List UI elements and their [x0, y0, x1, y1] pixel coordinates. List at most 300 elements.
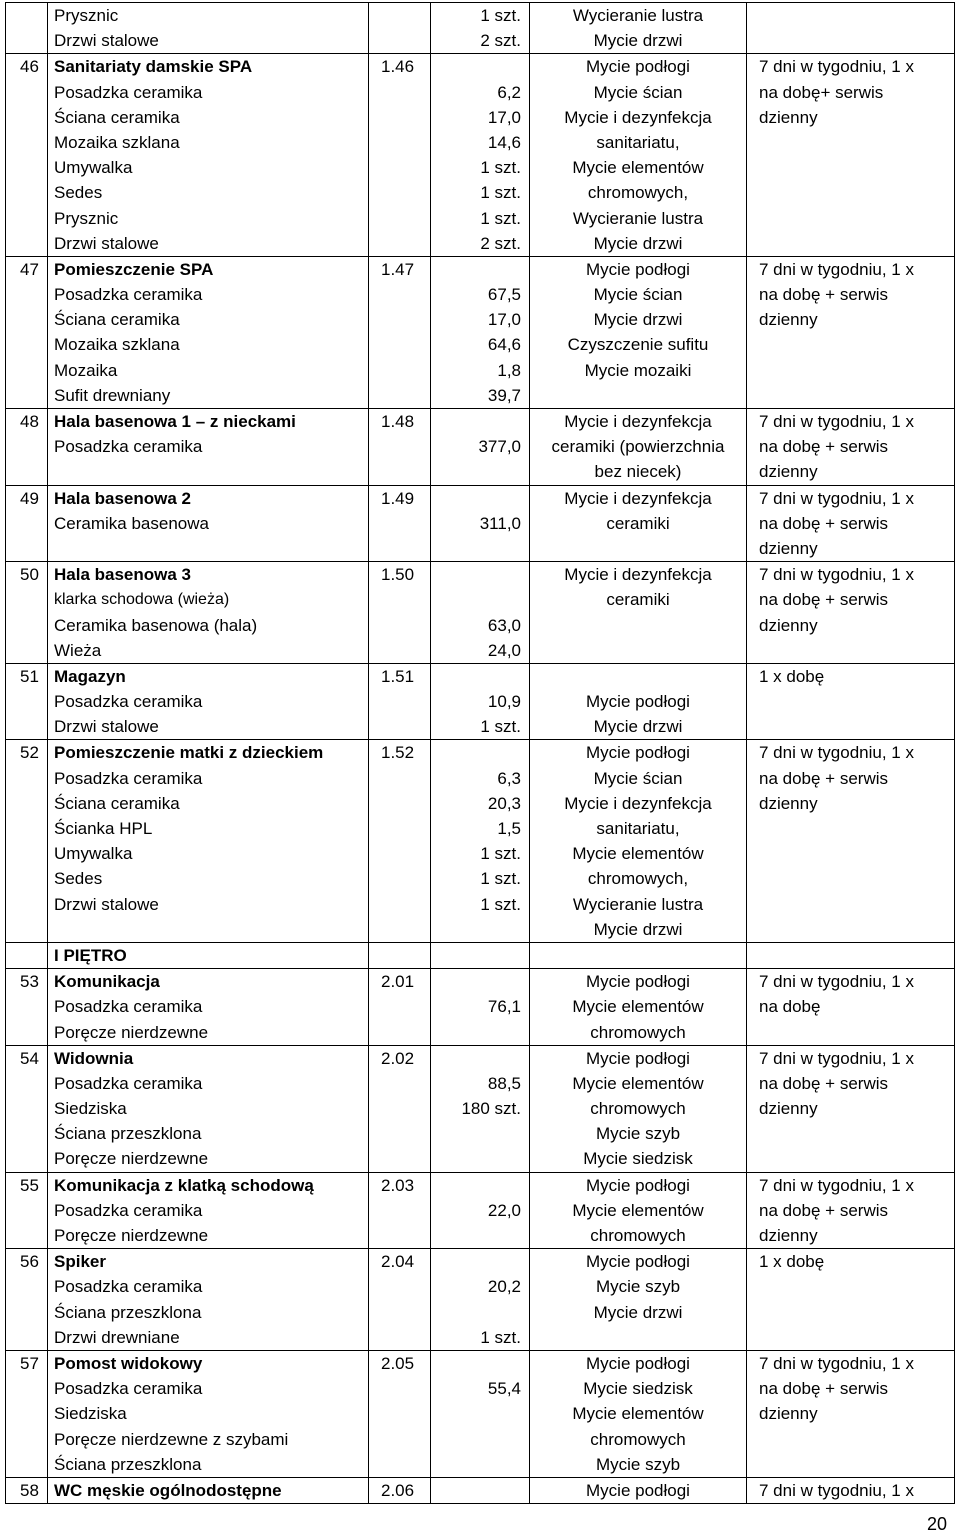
quantity-value [431, 587, 521, 612]
cleaning-action: Czyszczenie sufitu [567, 335, 709, 355]
cleaning-actions-cell [530, 969, 747, 1046]
frequency-line: dzienny [759, 1099, 818, 1119]
row-number-cell [6, 3, 48, 54]
cleaning-action: Wycieranie lustra [572, 208, 704, 228]
quantity-value [431, 969, 521, 994]
cleaning-action: Wycieranie lustra [572, 894, 704, 914]
quantity-value: 6,3 [497, 768, 521, 788]
frequency-line: 7 dni w tygodniu, 1 x [759, 488, 914, 508]
cleaning-actions-cell [530, 663, 747, 740]
cleaning-action: Mycie elementów [572, 158, 704, 178]
room-name: Pomost widokowy [54, 1353, 203, 1373]
room-code-cell [369, 740, 431, 943]
frequency-line: na dobę + serwis [759, 1073, 888, 1093]
cleaning-action: chromowych [590, 1429, 686, 1449]
quantity-value: 311,0 [479, 513, 521, 533]
cleaning-action: Mycie drzwi [593, 717, 683, 737]
frequency-line: na dobę [759, 997, 821, 1017]
cleaning-actions-cell [530, 1045, 747, 1172]
row-number: 56 [20, 1252, 39, 1272]
quantity-value: 1 szt. [480, 6, 521, 25]
room-code: 1.49 [381, 488, 415, 508]
room-code-cell [369, 3, 431, 54]
table-row [6, 1045, 955, 1172]
cleaning-actions-cell [530, 1172, 747, 1249]
quantity-cell [431, 562, 530, 664]
cleaning-action: ceramiki [606, 590, 670, 610]
quantity-value: 17,0 [487, 310, 521, 330]
frequency-line: na dobę + serwis [759, 437, 888, 457]
frequency-line: dzienny [759, 793, 818, 813]
frequency-line: 7 dni w tygodniu, 1 x [759, 412, 914, 431]
row-number-cell [6, 1172, 48, 1249]
row-number-cell [6, 54, 48, 257]
frequency-line: 7 dni w tygodniu, 1 x [759, 743, 914, 763]
frequency-line: 7 dni w tygodniu, 1 x [759, 1175, 914, 1195]
row-number: 58 [20, 1480, 39, 1500]
cleaning-action: Mycie podłogi [586, 692, 690, 712]
room-name: Pomieszczenie matki z dzieckiem [54, 743, 324, 763]
quantity-value: 1 szt. [480, 869, 521, 889]
quantity-value: 1 szt. [480, 158, 521, 178]
surface-item: Posadzka ceramika [54, 1277, 203, 1297]
room-code: 1.48 [381, 412, 415, 431]
cleaning-action: Mycie szyb [595, 1124, 681, 1144]
quantity-value: 2 szt. [480, 31, 521, 51]
frequency-line: 7 dni w tygodniu, 1 x [759, 1480, 914, 1500]
row-number-cell [6, 740, 48, 943]
room-name-cell [48, 663, 369, 740]
row-number: 46 [20, 57, 39, 77]
quantity-cell [431, 969, 530, 1046]
surface-item: Ściana ceramika [54, 310, 180, 330]
frequency-line: dzienny [759, 1226, 818, 1245]
surface-item: Sedes [54, 183, 103, 203]
frequency-line: na dobę + serwis [759, 1379, 888, 1399]
cleaning-actions-cell [530, 942, 747, 968]
surface-item: Posadzka ceramika [54, 437, 203, 457]
table-row [6, 1477, 955, 1503]
room-code: 1.51 [381, 666, 415, 686]
row-number-cell [6, 409, 48, 486]
cleaning-action: Mycie siedzisk [583, 1379, 693, 1399]
frequency-cell [747, 562, 955, 664]
row-number: 55 [20, 1175, 39, 1195]
quantity-value [431, 1173, 521, 1198]
room-name: Pomieszczenie SPA [54, 259, 214, 279]
table-row [6, 485, 955, 562]
surface-item: Siedziska [54, 1099, 127, 1119]
room-code-cell [369, 969, 431, 1046]
frequency-cell [747, 1172, 955, 1249]
quantity-value: 39,7 [487, 385, 521, 405]
cleaning-actions-cell [530, 1350, 747, 1477]
quantity-value: 1 szt. [480, 844, 521, 864]
cleaning-schedule-table [5, 2, 955, 1504]
surface-item: Poręcze nierdzewne z szybami [54, 1429, 289, 1449]
room-code-cell [369, 54, 431, 257]
table-row [6, 969, 955, 1046]
quantity-value: 1 szt. [480, 208, 521, 228]
room-code [381, 3, 430, 28]
quantity-cell [431, 1249, 530, 1351]
surface-item: Posadzka ceramika [54, 692, 203, 712]
cleaning-action: Mycie mozaiki [584, 360, 692, 380]
quantity-cell [431, 942, 530, 968]
quantity-value: 1 szt. [480, 183, 521, 203]
cleaning-action: Mycie ścian [593, 768, 683, 788]
surface-item: Ściana przeszklona [54, 1302, 202, 1322]
row-number: 49 [20, 488, 39, 508]
quantity-value [431, 1351, 521, 1376]
row-number-cell [6, 256, 48, 408]
room-code: 2.01 [381, 972, 415, 992]
frequency-line: dzienny [759, 1404, 818, 1424]
row-number-cell [6, 485, 48, 562]
cleaning-actions-cell [530, 409, 747, 486]
surface-item: Drzwi stalowe [54, 233, 159, 253]
surface-item: Ściana ceramika [54, 793, 180, 813]
quantity-value [431, 486, 521, 511]
surface-item: Ceramika basenowa [54, 513, 209, 533]
row-number-cell [6, 1249, 48, 1351]
cleaning-action: Mycie drzwi [593, 233, 683, 253]
room-name: Prysznic [54, 6, 119, 25]
quantity-value: 2 szt. [480, 233, 521, 253]
surface-item: Sedes [54, 869, 103, 889]
quantity-cell [431, 1350, 530, 1477]
frequency-cell [747, 3, 955, 54]
surface-item: Umywalka [54, 158, 133, 178]
room-code-cell [369, 1249, 431, 1351]
room-code: 2.06 [381, 1480, 415, 1500]
quantity-value: 1 szt. [480, 894, 521, 914]
room-code: 2.02 [381, 1048, 415, 1068]
room-code-cell [369, 409, 431, 486]
surface-item: Mozaika szklana [54, 335, 180, 355]
cleaning-action: Mycie podłogi [586, 1175, 690, 1195]
cleaning-actions-cell [530, 485, 747, 562]
cleaning-action: Mycie ścian [593, 82, 683, 102]
room-code: 1.52 [381, 743, 415, 763]
quantity-cell [431, 663, 530, 740]
row-number: 53 [20, 972, 39, 992]
cleaning-actions-cell [530, 1477, 747, 1503]
frequency-cell [747, 409, 955, 486]
page-number: 20 [927, 1514, 948, 1534]
surface-item: Drzwi stalowe [54, 31, 159, 51]
quantity-value: 20,2 [487, 1277, 521, 1297]
surface-item: Drzwi stalowe [54, 717, 159, 737]
room-name: Hala basenowa 3 [54, 565, 192, 585]
room-name: WC męskie ogólnodostępne [54, 1480, 282, 1500]
room-name: Komunikacja z klatką schodową [54, 1175, 314, 1195]
cleaning-actions-cell [530, 562, 747, 664]
room-name: Sanitariaty damskie SPA [54, 57, 253, 77]
cleaning-action: Mycie drzwi [593, 1302, 683, 1322]
cleaning-action: chromowych [590, 1226, 686, 1245]
row-number-cell [6, 663, 48, 740]
quantity-cell [431, 256, 530, 408]
table-row [6, 256, 955, 408]
frequency-cell [747, 54, 955, 257]
surface-item: Posadzka ceramika [54, 1200, 203, 1220]
cleaning-action: Mycie podłogi [586, 1480, 690, 1500]
frequency-line: dzienny [759, 538, 818, 558]
surface-item [54, 536, 368, 561]
frequency-cell [747, 740, 955, 943]
frequency-line: dzienny [759, 462, 818, 482]
cleaning-action: sanitariatu, [596, 819, 680, 838]
frequency-cell [747, 1045, 955, 1172]
room-name-cell [48, 562, 369, 664]
table-row [6, 562, 955, 664]
frequency-cell [747, 942, 955, 968]
quantity-value [431, 1300, 521, 1325]
row-number-cell [6, 562, 48, 664]
cleaning-action: chromowych [590, 1022, 686, 1042]
room-name-cell [48, 485, 369, 562]
cleaning-actions-cell [530, 740, 747, 943]
quantity-value: 180 szt. [461, 1099, 521, 1119]
cleaning-action: Mycie drzwi [593, 919, 683, 939]
quantity-value: 1,8 [497, 360, 521, 380]
surface-item: Posadzka ceramika [54, 1379, 203, 1399]
quantity-value [431, 257, 521, 282]
cleaning-action: Mycie elementów [572, 1073, 704, 1093]
room-name: Komunikacja [54, 972, 160, 992]
frequency-line: na dobę + serwis [759, 590, 888, 610]
quantity-value: 1,5 [497, 819, 521, 838]
room-code: 2.05 [381, 1353, 415, 1373]
row-number-cell [6, 1350, 48, 1477]
quantity-cell [431, 1477, 530, 1503]
row-number-cell [6, 942, 48, 968]
surface-item: Wieża [54, 640, 102, 660]
surface-item: Posadzka ceramika [54, 768, 203, 788]
quantity-value [431, 664, 521, 689]
quantity-value [431, 54, 521, 79]
room-name-cell [48, 3, 369, 54]
surface-item: Posadzka ceramika [54, 997, 203, 1017]
cleaning-action: sanitariatu, [596, 132, 680, 152]
quantity-value [431, 740, 521, 765]
row-number-cell [6, 1045, 48, 1172]
room-name: Spiker [54, 1252, 106, 1272]
room-code-cell [369, 485, 431, 562]
surface-item: klarka schodowa (wieża) [54, 591, 230, 609]
quantity-value: 1 szt. [480, 1327, 521, 1347]
quantity-value: 64,6 [487, 335, 521, 355]
row-number: 50 [20, 565, 39, 585]
quantity-value: 1 szt. [480, 717, 521, 737]
room-code-cell [369, 663, 431, 740]
quantity-value [431, 1046, 521, 1071]
cleaning-action: Mycie siedzisk [583, 1149, 693, 1169]
cleaning-action: Mycie podłogi [586, 259, 690, 279]
cleaning-action: Mycie szyb [595, 1277, 681, 1297]
quantity-value: 17,0 [487, 107, 521, 127]
cleaning-action: bez niecek) [594, 462, 682, 482]
cleaning-action: Mycie drzwi [593, 310, 683, 330]
surface-item: Umywalka [54, 844, 133, 864]
row-number-cell [6, 969, 48, 1046]
room-code: 2.03 [381, 1175, 415, 1195]
room-name-cell [48, 942, 369, 968]
room-code-cell [369, 942, 431, 968]
room-code-cell [369, 1477, 431, 1503]
surface-item: Ściana przeszklona [54, 1124, 202, 1144]
room-code-cell [369, 1045, 431, 1172]
room-name: Widownia [54, 1048, 134, 1068]
quantity-value [431, 1249, 521, 1274]
quantity-value: 76,1 [487, 997, 521, 1017]
room-name: Hala basenowa 1 – z nieckami [54, 412, 296, 431]
frequency-cell [747, 485, 955, 562]
room-code-cell [369, 1172, 431, 1249]
surface-item: Drzwi stalowe [54, 894, 159, 914]
surface-item: Ścianka HPL [54, 819, 153, 838]
room-name-cell [48, 969, 369, 1046]
frequency-line: dzienny [759, 615, 818, 635]
row-number: 51 [20, 666, 39, 686]
quantity-value: 22,0 [487, 1200, 521, 1220]
frequency-cell [747, 663, 955, 740]
table-row [6, 942, 955, 968]
cleaning-action: Mycie podłogi [586, 57, 690, 77]
surface-item: Poręcze nierdzewne [54, 1149, 209, 1169]
frequency-line: 1 x dobę [759, 1252, 825, 1272]
room-code: 1.50 [381, 565, 415, 585]
room-code: 1.47 [381, 259, 415, 279]
quantity-value: 67,5 [487, 285, 521, 305]
room-name: Magazyn [54, 666, 126, 686]
quantity-cell [431, 485, 530, 562]
cleaning-action: Mycie podłogi [586, 1353, 690, 1373]
cleaning-action: Mycie podłogi [586, 743, 690, 763]
row-number [20, 943, 47, 968]
surface-item: Mozaika [54, 360, 118, 380]
cleaning-action: Mycie elementów [572, 997, 704, 1017]
quantity-value: 6,2 [497, 82, 521, 102]
room-code-cell [369, 562, 431, 664]
table-row [6, 1350, 955, 1477]
cleaning-action: Mycie i dezynfekcja [564, 793, 712, 813]
row-number: 52 [20, 743, 39, 763]
cleaning-action: Mycie podłogi [586, 972, 690, 992]
quantity-cell [431, 1172, 530, 1249]
quantity-value: 88,5 [487, 1073, 521, 1093]
quantity-value [431, 562, 521, 587]
room-code: 1.46 [381, 57, 415, 77]
cleaning-action: ceramiki [606, 513, 670, 533]
surface-item: Ściana ceramika [54, 107, 180, 127]
quantity-cell [431, 409, 530, 486]
cleaning-action: Mycie szyb [595, 1454, 681, 1474]
quantity-value: 10,9 [487, 692, 521, 712]
cleaning-action: Mycie i dezynfekcja [564, 107, 712, 127]
room-name-cell [48, 1350, 369, 1477]
surface-item: Ceramika basenowa (hala) [54, 615, 258, 635]
frequency-line: dzienny [759, 107, 818, 127]
frequency-line: na dobę + serwis [759, 1200, 888, 1220]
surface-item: Ściana przeszklona [54, 1454, 202, 1474]
quantity-cell [431, 54, 530, 257]
surface-item: Prysznic [54, 208, 119, 228]
table-row [6, 1172, 955, 1249]
surface-item: Poręcze nierdzewne [54, 1226, 209, 1245]
room-name-cell [48, 1172, 369, 1249]
cleaning-action: Mycie elementów [572, 844, 704, 864]
frequency-cell [747, 256, 955, 408]
cleaning-actions-cell [530, 256, 747, 408]
table-row [6, 409, 955, 486]
document-page [5, 2, 954, 1534]
quantity-cell [431, 1045, 530, 1172]
frequency-cell [747, 1249, 955, 1351]
frequency-line: 7 dni w tygodniu, 1 x [759, 972, 914, 992]
cleaning-action: Mycie i dezynfekcja [564, 488, 712, 508]
frequency-cell [747, 1477, 955, 1503]
room-name-cell [48, 1249, 369, 1351]
frequency-line: dzienny [759, 310, 818, 330]
frequency-cell [747, 1350, 955, 1477]
cleaning-actions-cell [530, 54, 747, 257]
table-row [6, 740, 955, 943]
surface-item: Posadzka ceramika [54, 1073, 203, 1093]
cleaning-action: chromowych, [587, 183, 689, 203]
room-code: 2.04 [381, 1252, 415, 1272]
surface-item: Siedziska [54, 1404, 127, 1424]
surface-item: Posadzka ceramika [54, 82, 203, 102]
cleaning-action: Mycie drzwi [593, 31, 683, 51]
frequency-line: 7 dni w tygodniu, 1 x [759, 57, 914, 77]
cleaning-action: Mycie podłogi [586, 1252, 690, 1272]
row-number: 47 [20, 259, 39, 279]
cleaning-action: ceramiki (powierzchnia [551, 437, 725, 457]
cleaning-action: Mycie i dezynfekcja [564, 565, 712, 585]
quantity-cell [431, 3, 530, 54]
frequency-line: 7 dni w tygodniu, 1 x [759, 1048, 914, 1068]
surface-item: Poręcze nierdzewne [54, 1022, 209, 1042]
quantity-cell [431, 740, 530, 943]
room-code [381, 943, 430, 968]
surface-item: Posadzka ceramika [54, 285, 203, 305]
cleaning-action: chromowych [590, 1099, 686, 1119]
row-number: 54 [20, 1048, 39, 1068]
cleaning-action: Mycie ścian [593, 285, 683, 305]
cleaning-action: Mycie podłogi [586, 1048, 690, 1068]
surface-item: Mozaika szklana [54, 132, 180, 152]
row-number: 57 [20, 1353, 39, 1373]
room-name: I PIĘTRO [54, 945, 127, 965]
room-name-cell [48, 1477, 369, 1503]
quantity-value: 377,0 [478, 437, 521, 457]
cleaning-action: Mycie elementów [572, 1404, 704, 1424]
frequency-line: 7 dni w tygodniu, 1 x [759, 1353, 914, 1373]
frequency-line: 7 dni w tygodniu, 1 x [759, 565, 914, 585]
table-row [6, 663, 955, 740]
frequency-line: na dobę + serwis [759, 768, 888, 788]
table-body [6, 3, 955, 1504]
frequency-line: na dobę + serwis [759, 513, 888, 533]
row-number [20, 3, 47, 28]
quantity-value: 14,6 [487, 132, 521, 152]
table-row [6, 1249, 955, 1351]
cleaning-action: Mycie i dezynfekcja [564, 412, 712, 431]
table-row [6, 3, 955, 54]
room-name-cell [48, 409, 369, 486]
